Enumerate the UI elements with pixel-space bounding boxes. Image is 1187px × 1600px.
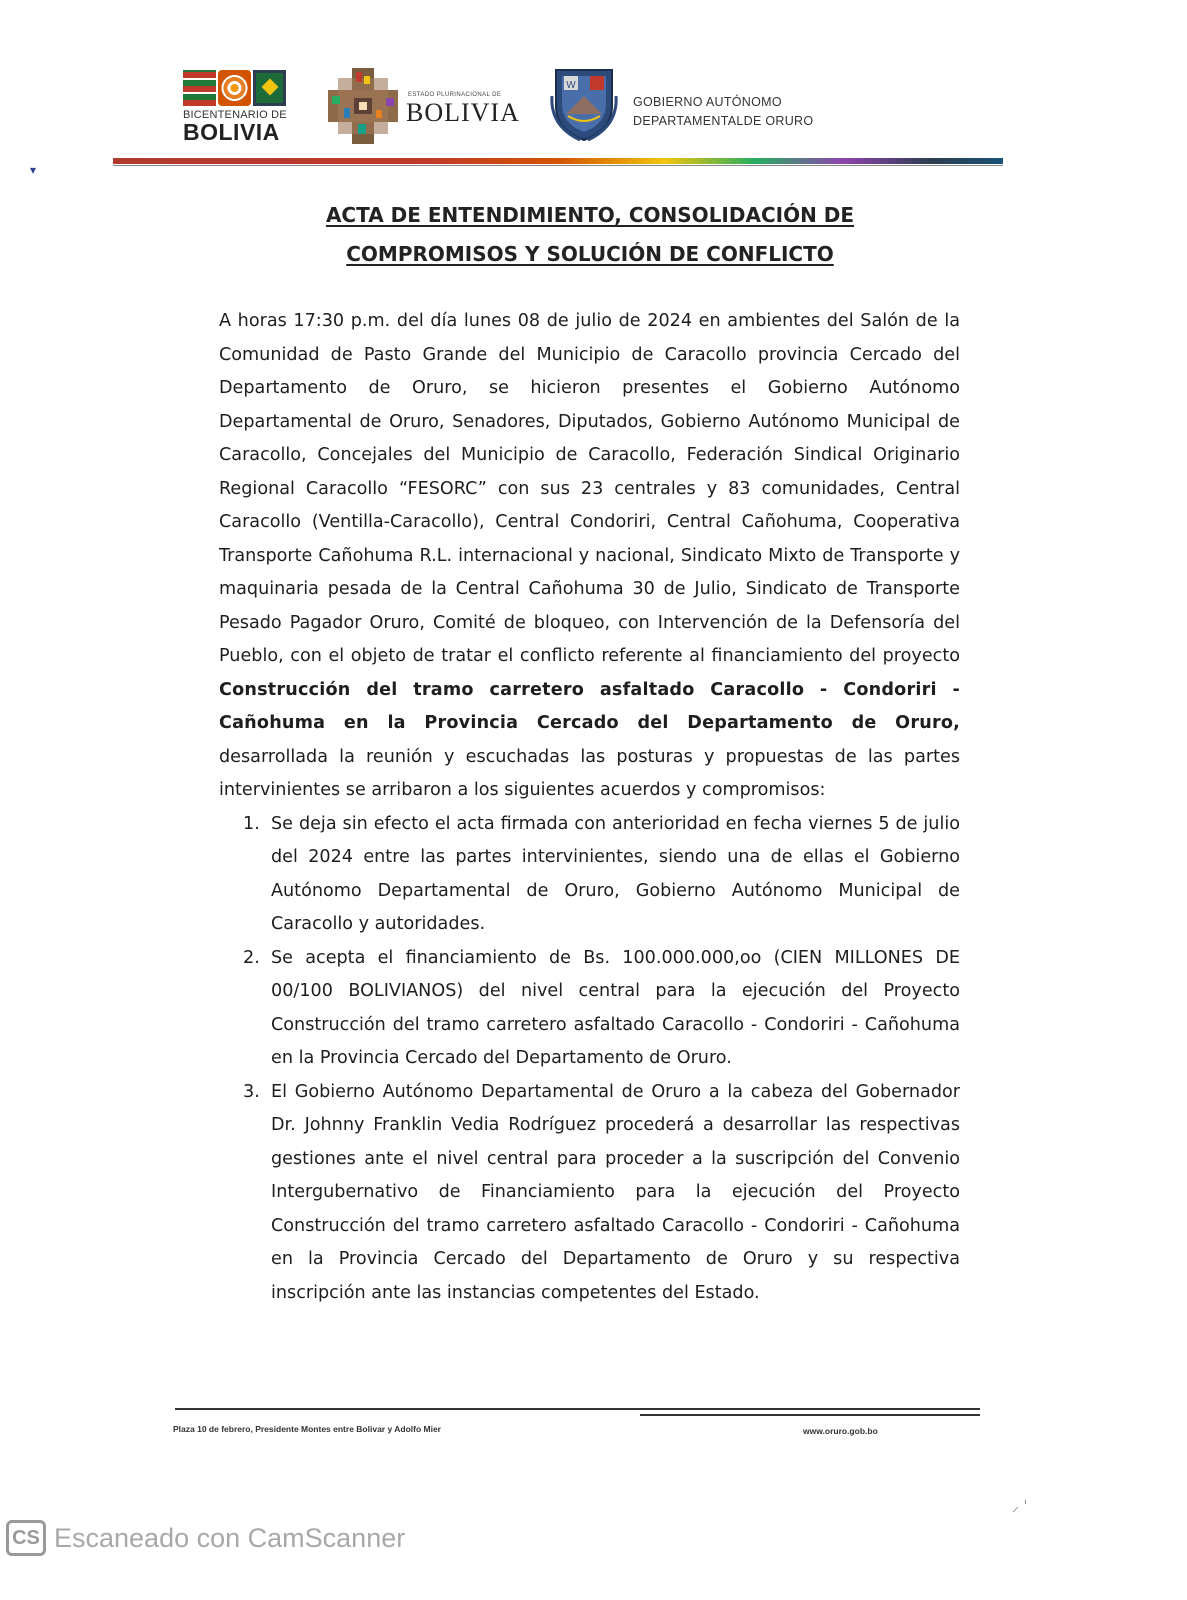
gobierno-oruro-logo <box>550 66 830 146</box>
footer-address: Plaza 10 de febrero, Presidente Montes entre Bolivar y Adolfo Mier <box>173 1424 441 1434</box>
bicentenario-title: BOLIVIA <box>183 119 280 145</box>
bicentenario-subtitle: BICENTENARIO DE <box>183 109 287 121</box>
gobierno-oruro-text <box>633 93 813 131</box>
footer-rule <box>175 1408 980 1410</box>
chakana-icon <box>328 68 398 144</box>
agreement-item <box>219 808 960 942</box>
agreement-item <box>219 1076 960 1311</box>
estado-plurinacional-logo <box>328 68 518 146</box>
project-name-bold: Construcción del tramo carretero asfaltado Caracollo - Condoriri - Cañohuma en la Provincia Cercado del Departamento de Oruro, <box>219 679 960 733</box>
gobierno-oruro-line1: GOBIERNO AUTÓNOMO <box>633 95 782 109</box>
margin-scan-mark: ▾ <box>30 163 37 177</box>
document-title <box>220 196 960 274</box>
agreement-number: 2. <box>243 947 260 968</box>
footer-website: www.oruro.gob.bo <box>803 1426 878 1436</box>
header-thin-rule <box>113 165 1003 166</box>
agreement-number: 1. <box>243 813 260 834</box>
agreements-list <box>219 808 960 1311</box>
camscanner-logo-icon: CS <box>6 1520 46 1556</box>
camscanner-watermark <box>6 1520 405 1556</box>
svg-text:W: W <box>566 80 576 91</box>
oruro-shield-icon <box>550 66 618 142</box>
agreement-text: Se acepta el financiamiento de Bs. 100.000.000,oo (CIEN MILLONES DE 00/100 BOLIVIANOS) del nivel central para la ejecución del Proyecto Construcción del tramo carretero asfaltado Caracollo - Condoriri - Cañohuma en la Provincia Cercado del Departamento de Oruro. <box>271 947 960 1068</box>
corner-scan-mark: ⸝ ˈ <box>1012 1499 1028 1515</box>
bolivia-wordmark: BOLIVIA <box>406 98 520 127</box>
bicentenario-tile-diamond <box>253 70 286 106</box>
intro-paragraph <box>219 305 960 808</box>
agreement-text: Se deja sin efecto el acta firmada con anterioridad en fecha viernes 5 de julio del 2024 entre las partes intervinientes, siendo una de ellas el Gobierno Autónomo Departamental de Oruro, Gobierno Autónomo Municipal de Caracollo y autoridades. <box>271 813 960 934</box>
bicentenario-logo <box>183 70 293 145</box>
title-line-2: COMPROMISOS Y SOLUCIÓN DE CONFLICTO <box>346 242 834 266</box>
title-line-1: ACTA DE ENTENDIMIENTO, CONSOLIDACIÓN DE <box>325 203 855 227</box>
bicentenario-tile-stripes <box>183 70 216 106</box>
header-color-rule <box>113 158 1003 164</box>
agreement-item <box>219 942 960 1076</box>
gobierno-oruro-line2: DEPARTAMENTALDE ORURO <box>633 114 814 128</box>
agreement-number: 3. <box>243 1081 260 1102</box>
bicentenario-tile-spiral <box>218 70 251 106</box>
intro-text-before: A horas 17:30 p.m. del día lunes 08 de julio de 2024 en ambientes del Salón de la Comunidad de Pasto Grande del Municipio de Caracollo provincia Cercado del Departamento de Oruro, se hicieron presentes el Gobierno Autónomo Departamental de Oruro, Senadores, Diputados, Gobierno Autónomo Municipal de Caracollo, Concejales del Municipio de Caracollo, Federación Sindical Originario Regional Caracollo “FESORC” con sus 23 centrales y 83 comunidades, Central Caracollo (Ventilla-Caracollo), Central Condoriri, Central Cañohuma, Cooperativa Transporte Cañohuma R.L. internacional y nacional, Sindicato Mixto de Transporte y maquinaria pesada de la Central Cañohuma 30 de Julio, Sindicato de Transporte Pesado Pagador Oruro, Comité de bloqueo, con Intervención de la Defensoría del Pueblo, con el objeto de tratar el conflicto referente al financiamiento del proyecto <box>219 311 960 666</box>
document-body <box>219 305 960 1310</box>
agreement-text: El Gobierno Autónomo Departamental de Oruro a la cabeza del Gobernador Dr. Johnny Franklin Vedia Rodríguez procederá a desarrollar las respectivas gestiones ante el nivel central para proceder a la suscripción del Convenio Intergubernativo de Financiamiento para la ejecución del Proyecto Construcción del tramo carretero asfaltado Caracollo - Condoriri - Cañohuma en la Provincia Cercado del Departamento de Oruro y su respectiva inscripción ante las instancias competentes del Estado. <box>271 1081 960 1303</box>
intro-text-after: desarrollada la reunión y escuchadas las posturas y propuestas de las partes intervinientes se arribaron a los siguientes acuerdos y compromisos: <box>219 746 960 800</box>
camscanner-text: Escaneado con CamScanner <box>54 1522 406 1553</box>
estado-plurinacional-label: ESTADO PLURINACIONAL DE <box>408 92 502 98</box>
footer-rule-short <box>640 1414 980 1416</box>
bicentenario-tiles <box>183 70 293 106</box>
